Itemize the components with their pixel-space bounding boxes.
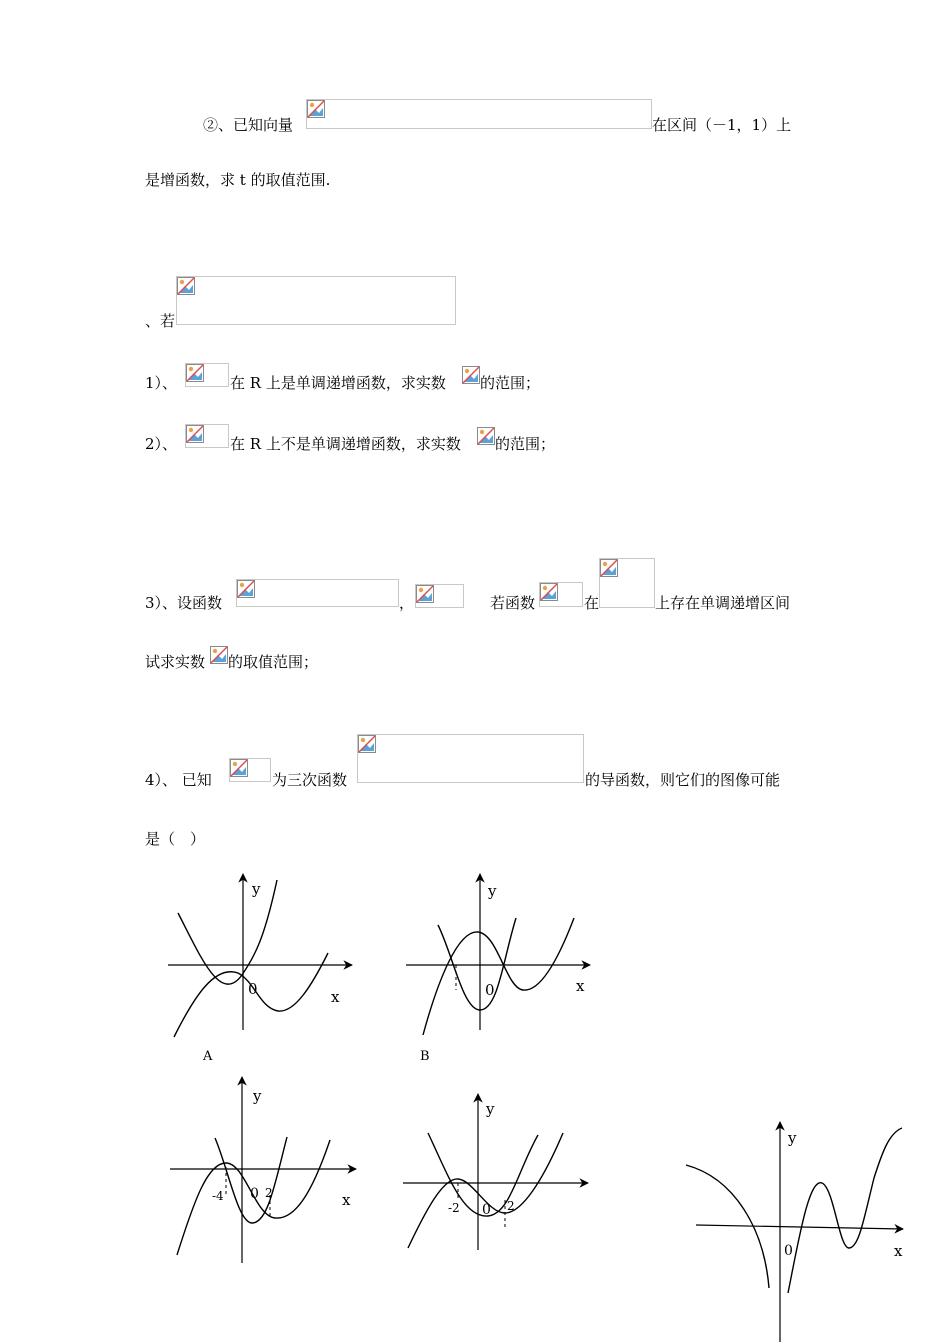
axis-y-label: y — [488, 882, 497, 900]
graph-d — [398, 1090, 608, 1270]
q4-after: 的导函数，则它们的图像可能 — [585, 771, 781, 789]
graph-a-label: A — [203, 1049, 213, 1064]
origin-label: 0 — [485, 981, 495, 999]
problem2-suffix: 在区间（－1，1）上 — [652, 116, 792, 134]
broken-image-icon — [358, 735, 376, 753]
axis-y-label: y — [253, 1087, 262, 1105]
graph-b — [398, 870, 608, 1050]
tick-pos-label: 2 — [265, 1186, 273, 1200]
section-prefix: 、若 — [145, 312, 176, 330]
broken-image-icon — [210, 646, 228, 664]
q2-text: 在 R 上不是单调递增函数，求实数 — [230, 435, 461, 453]
q3-if: 若函数 — [490, 594, 536, 612]
q3-after: 上存在单调递增区间 — [655, 594, 791, 612]
axis-y-label: y — [252, 880, 261, 898]
problem2-line2: 是增函数，求 t 的取值范围. — [145, 171, 331, 189]
formula-image — [229, 758, 271, 782]
formula-image — [415, 584, 464, 608]
broken-image-icon — [307, 100, 325, 118]
formula-image — [236, 579, 399, 607]
q3-line2b: 的取值范围； — [228, 653, 319, 671]
origin-label: 0 — [248, 980, 258, 998]
axis-x-label: x — [331, 988, 340, 1006]
q3-number: 3）、设函数 — [145, 594, 223, 612]
origin-label: 0 — [250, 1186, 259, 1202]
q4-mid: 为三次函数 — [272, 771, 348, 789]
q4-number: 4）、 已知 — [145, 771, 212, 789]
tick-neg-label: -2 — [448, 1201, 460, 1215]
broken-image-icon — [600, 559, 618, 577]
formula-image — [185, 363, 229, 387]
broken-image-icon — [177, 277, 195, 295]
origin-label: 0 — [784, 1243, 793, 1259]
axis-x-label: x — [342, 1191, 351, 1209]
formula-image — [176, 276, 456, 325]
q2-number: 2）、 — [145, 435, 178, 453]
formula-image — [357, 734, 584, 783]
formula-image — [539, 582, 583, 607]
broken-image-icon — [477, 427, 495, 445]
broken-image-icon — [230, 759, 248, 777]
q1-text-end: 的范围； — [480, 374, 541, 392]
graph-a — [160, 870, 370, 1050]
q1-number: 1）、 — [145, 374, 178, 392]
graph-b-label: B — [420, 1049, 430, 1064]
axis-y-label: y — [788, 1129, 797, 1147]
axis-x-label: x — [576, 977, 585, 995]
broken-image-icon — [416, 585, 434, 603]
formula-image — [185, 424, 229, 448]
axis-y-label: y — [486, 1100, 495, 1118]
q3-zai: 在 — [584, 594, 600, 612]
axis-x-label: x — [894, 1242, 903, 1260]
origin-label: 0 — [482, 1202, 491, 1218]
broken-image-icon — [540, 583, 558, 601]
broken-image-icon — [186, 425, 204, 443]
broken-image-icon — [186, 364, 204, 382]
q1-text: 在 R 上是单调递增函数，求实数 — [230, 374, 446, 392]
problem2-prefix: ②、已知向量 — [203, 116, 294, 134]
q3-line2a: 试求实数 — [145, 653, 206, 671]
tick-pos-label: 2 — [507, 1199, 515, 1213]
q4-line2: 是（ ） — [145, 830, 206, 848]
graph-c — [160, 1073, 370, 1265]
formula-image — [306, 99, 652, 129]
broken-image-icon — [237, 580, 255, 598]
q3-comma: ， — [399, 594, 415, 612]
formula-image — [599, 558, 655, 608]
q2-text-end: 的范围； — [495, 435, 556, 453]
tick-neg-label: -4 — [212, 1189, 224, 1203]
graph-e — [684, 1118, 910, 1344]
broken-image-icon — [462, 366, 480, 384]
